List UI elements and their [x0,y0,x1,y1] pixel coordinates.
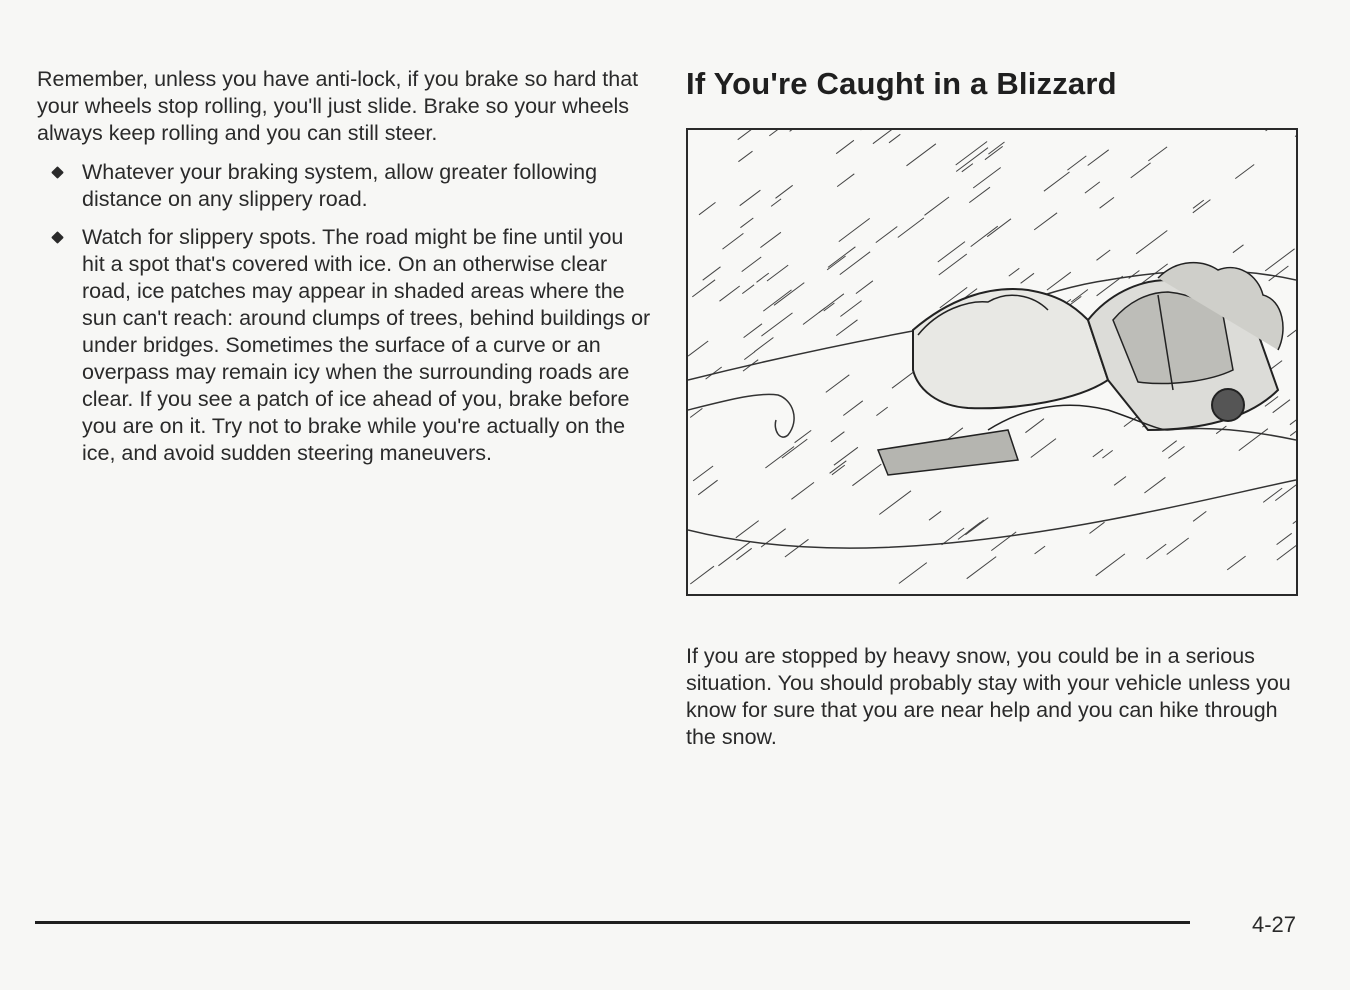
snow-streak [1287,325,1296,336]
page-number: 4-27 [1252,912,1297,937]
snow-streak [828,247,855,268]
exhaust-snow-patch [878,430,1018,475]
snow-streak [1263,488,1282,502]
snow-streak [742,285,754,294]
bullet-icon [51,166,64,179]
snow-streak [765,447,794,469]
bullet-text: Whatever your braking system, allow greater following distance on any slippery road. [82,160,598,211]
snow-streak [967,557,997,579]
snow-streak [771,199,781,207]
snow-streak [965,518,988,535]
snow-streak [763,290,791,311]
snow-drift-front [688,480,1296,548]
snow-streak [738,130,760,140]
snow-streak [760,232,781,247]
snow-drift-left [688,394,794,437]
snow-drift-right [1168,428,1296,440]
snow-streak [1144,477,1165,493]
snow-streak [836,140,854,153]
snow-streak [839,218,870,241]
snow-streak [767,265,788,281]
snow-streak [736,521,759,538]
snow-streak [776,185,793,198]
snow-streak [1131,163,1151,178]
snow-streak [1102,450,1112,458]
snow-streak [1085,182,1100,193]
snow-streak [837,174,854,187]
snow-streak [1047,272,1071,290]
snow-streak [720,286,740,301]
snow-streak [824,303,835,311]
snow-streak [1168,446,1184,458]
bullet-item [37,159,652,213]
snow-streak [856,281,873,294]
snow-streak [1090,522,1105,533]
snow-streak [876,227,898,243]
snow-streak [1233,245,1244,253]
snow-streak [831,432,845,442]
snow-streak [971,226,998,246]
snow-streak [907,144,936,166]
intro-paragraph: Remember, unless you have anti-lock, if you brake so hard that your wheels stop rolling, you'll just slide. Brake so your wheels always keep rolling and you can still steer. [37,67,639,145]
snow-streak [876,407,887,416]
snow-streak [699,202,716,214]
snow-streak [785,539,809,557]
snow-streak [834,447,858,465]
snow-streak [723,233,744,249]
snow-streak [991,532,1016,551]
snow-streak [791,482,814,499]
snow-streak [827,256,846,270]
snow-streak [1277,538,1296,560]
snow-streak [1114,477,1126,486]
snow-streak [819,294,844,313]
snow-streak [956,148,988,172]
snow-streak [718,542,749,566]
snow-streak [1271,361,1282,369]
bullet-list [37,159,652,467]
section-heading: If You're Caught in a Blizzard [686,66,1117,101]
snow-streak [740,218,753,228]
right-column-header [686,62,1306,106]
snow-streak [852,464,881,486]
snow-streak [1167,538,1189,555]
snow-streak [790,130,819,131]
snow-streak [1093,449,1103,457]
left-column [37,66,652,478]
snow-streak [929,511,941,520]
snow-streak [742,257,762,272]
snow-streak [744,324,762,338]
footer-rule [35,921,1190,924]
snow-streak [1034,213,1057,230]
snow-streak [1277,533,1292,544]
snow-streak [1071,290,1088,303]
snow-streak [925,197,950,215]
snow-streak [1146,544,1166,559]
snow-streak [1088,150,1109,166]
snow-streak [754,338,773,352]
snow-streak [1148,147,1167,161]
snow-streak [836,320,857,336]
snow-streak [969,187,990,202]
snow-streak [1193,511,1206,521]
bullet-icon [51,231,64,244]
bullet-text: Watch for slippery spots. The road might be fine until you hit a spot that's covered with ice. On an otherwise clear road, ice patches may appear in shaded areas where the sun can't reach: around clumps of trees, behind buildings or under bridges. Sometimes the surface of a curve or an overpass may remain icy when the surrounding roads are clear. If you see a patch of ice ahead of you, brake before you are on it. Try not to brake while you're actually on the ice, and avoid sudden steering maneuvers. [82,225,651,465]
snow-streak [843,401,863,416]
snow-streak [840,301,861,317]
snow-streak [1021,273,1034,283]
snow-streak [1295,130,1296,137]
snow-streak [795,430,812,442]
snow-streak [1097,250,1111,260]
snow-streak [1009,268,1020,276]
snow-streak [962,164,973,172]
snow-streak [1136,231,1167,254]
snow-streak [1025,419,1044,433]
snow-streak [889,134,900,143]
car-in-snow-illustration [686,128,1298,596]
snow-streak [1290,426,1296,436]
snow-streak [698,480,717,495]
snow-streak [1067,156,1086,170]
snow-streak [782,439,807,458]
car-in-snow-icon [688,130,1296,594]
snow-streak [1227,556,1245,570]
snow-streak [1044,172,1070,191]
snow-streak [738,151,752,162]
bullet-item [37,224,652,467]
snow-streak [1193,200,1204,208]
snow-streak [690,566,714,584]
snow-streak [744,352,755,360]
snow-streak [1235,165,1254,179]
snow-streak [873,130,896,144]
snow-streak [968,522,980,531]
snow-streak [899,563,927,584]
snow-streak [703,267,721,280]
blizzard-paragraph: If you are stopped by heavy snow, you could be in a serious situation. You should probably stay with your vehicle unless you know for sure that you are near help and you can hike through the snow. [686,644,1291,749]
snow-streak [1035,546,1046,554]
snow-streak [1096,554,1125,576]
snow-streak [769,130,795,136]
snow-streak [1293,504,1296,524]
snow-streak [1290,404,1296,425]
snow-streak [688,341,708,356]
snow-streak [693,466,713,481]
snow-streak [898,218,924,238]
snow-streak [1031,439,1056,458]
snow-streak [956,142,987,166]
snow-streak [774,283,804,306]
snow-streak [761,313,792,336]
snow-streak [692,280,715,297]
snow-streak [826,375,850,393]
snow-streak [879,491,911,515]
snow-streak [1266,130,1283,131]
car-hood [913,289,1108,408]
snow-streak [1265,249,1294,271]
snow-streak [1162,441,1176,452]
snow-streak [988,142,1004,154]
car-wheel [1212,389,1244,421]
snow-streak [740,190,761,206]
snow-streak [690,408,702,417]
snow-streak [1273,400,1290,413]
snow-streak [939,254,967,275]
snow-streak [973,168,1001,189]
snow-streak [892,371,915,388]
snow-streak [987,219,1011,237]
snow-streak [1100,197,1114,208]
